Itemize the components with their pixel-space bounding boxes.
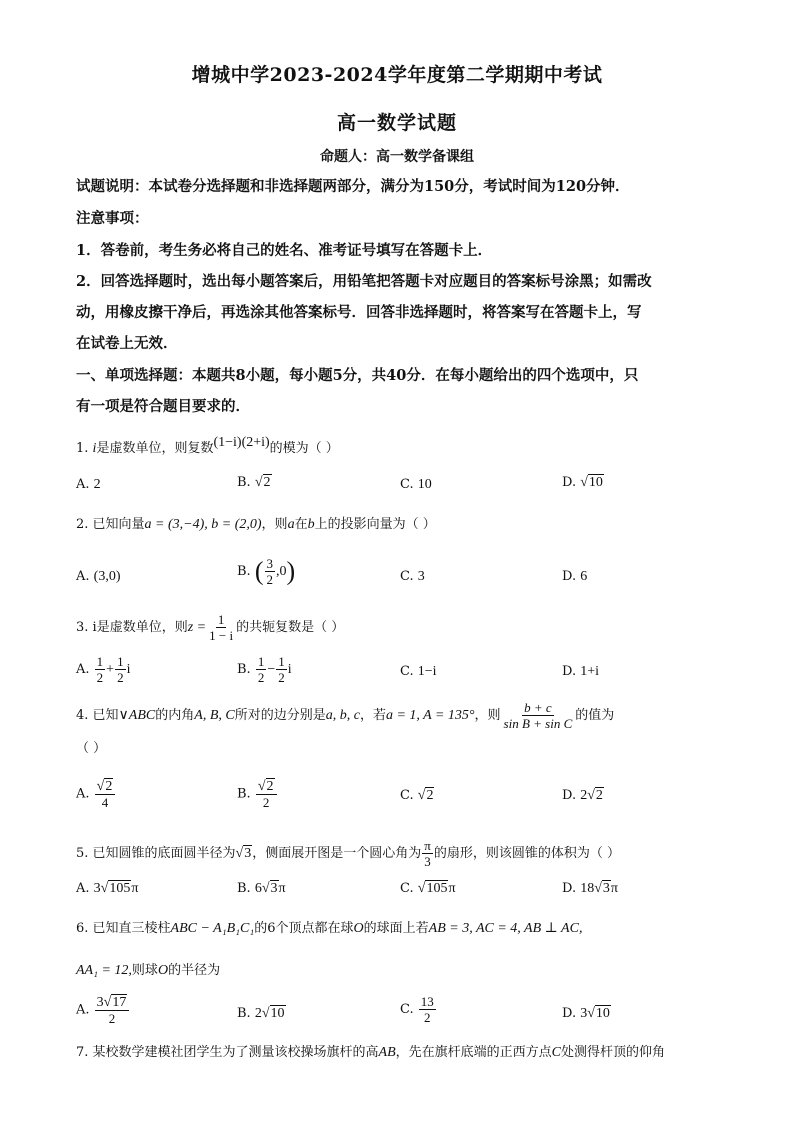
numerator: 1 [117, 654, 124, 669]
q5-prefix: 5. 已知圆锥的底面圆半径为 [76, 846, 236, 861]
q7-prefix: 7. 某校数学建模社团学生为了测量该校操场旗杆的高 [76, 1045, 379, 1060]
radicand: 2 [105, 779, 113, 794]
radicand: 10 [588, 475, 603, 490]
numerator: 1 [278, 654, 285, 669]
question-2 [76, 516, 436, 534]
q5-option-d [562, 880, 618, 898]
imaginary-unit: i [126, 662, 131, 677]
radicand: 3 [270, 881, 278, 896]
denominator: 2 [424, 1010, 431, 1025]
operator: + [106, 662, 115, 677]
q6-option-a [76, 994, 130, 1026]
fraction [95, 994, 130, 1026]
sqrt-value: √2 [587, 788, 603, 803]
q6-text-a: 的6个顶点都在球 [254, 921, 354, 936]
sqrt-value: √10 [580, 475, 603, 490]
q4-condition: a = 1, A = 135° [385, 708, 475, 723]
q6-text-c: 则球 [131, 963, 158, 978]
option-label: A. [76, 569, 94, 584]
q2-expr: a = (3,−4), b = (2,0) [144, 517, 262, 532]
q1-text-a: 是虚数单位，则复数 [96, 441, 214, 456]
option-label: A. [76, 786, 94, 802]
denominator: 2 [108, 1011, 116, 1026]
numerator: 1 [217, 612, 225, 627]
sqrt-value: √2 [254, 475, 271, 490]
fraction [115, 654, 126, 685]
radicand: 3 [602, 881, 610, 896]
option-label: C. [400, 664, 418, 679]
q2-prefix: 2. 已知向量 [76, 517, 145, 532]
numerator: 3 [266, 556, 273, 571]
q4-fraction [502, 700, 575, 731]
fraction [276, 654, 287, 685]
q3-option-a [76, 654, 130, 685]
q4-sides: a, b, c [325, 708, 360, 723]
fraction [256, 778, 277, 810]
q6-option-d [562, 1005, 611, 1023]
option-label: D. [562, 664, 581, 679]
q5-angle-fraction [422, 838, 433, 869]
q2-vector-a: a [287, 517, 295, 532]
q4-option-a [76, 778, 116, 810]
option-value: 10 [417, 477, 432, 492]
radicand: 10 [595, 1006, 610, 1021]
pi: π [448, 881, 456, 896]
denominator: 2 [117, 670, 124, 685]
q6-option-b [237, 1005, 286, 1023]
imaginary-unit: i [287, 662, 292, 677]
sqrt-value: √105 [100, 881, 131, 896]
q6-line2-condition: AA₁ = 12, [76, 963, 132, 978]
fraction [95, 654, 106, 685]
option-value: (3,0) [93, 569, 121, 584]
q2-text-b: 在 [294, 517, 308, 532]
q4-paren: （ ） [76, 741, 107, 756]
numerator: √2 [95, 778, 116, 795]
q1-option-d [562, 474, 604, 492]
fraction [95, 778, 116, 810]
fraction [256, 654, 267, 685]
q1-text-b: 的模为（ ） [269, 441, 339, 456]
q4-option-d [562, 787, 604, 805]
q4-option-b [237, 778, 278, 810]
q2-option-d [562, 568, 587, 586]
option-label: D. [562, 881, 581, 896]
q6-condition: AB = 3, AC = 4, AB ⊥ AC, [428, 921, 583, 936]
q2-text-a: ，则 [261, 517, 288, 532]
paren-close: ) [286, 556, 296, 586]
notice-item-2-line2: 动，用橡皮擦干净后，再选涂其他答案标号．回答非选择题时，将答案写在答题卡上，写 [76, 304, 642, 321]
q6-text-b: 的球面上若 [363, 921, 429, 936]
denominator: 2 [266, 572, 273, 587]
q5-text-b: 的扇形，则该圆锥的体积为（ ） [433, 846, 620, 861]
q6-prism: ABC − A₁B₁C₁ [170, 921, 255, 936]
notice-heading: 注意事项： [76, 210, 149, 227]
q3-text-a: 的共轭复数是（ ） [236, 620, 345, 635]
pi: π [278, 881, 286, 896]
q7-text-b: 处测得杆顶的仰角 [561, 1045, 666, 1060]
exam-title: 增城中学2023-2024学年度第二学期期中考试 [191, 64, 603, 86]
numerator: 1 [257, 654, 265, 669]
section1-heading-line1: 一、单项选择题：本题共8小题，每小题5分，共40分．在每小题给出的四个选项中，只 [76, 367, 639, 384]
fraction [419, 994, 436, 1025]
q3-option-c [400, 663, 437, 681]
option-tail: ,0 [276, 564, 287, 579]
sqrt-value: √10 [261, 1006, 285, 1021]
denominator: 1 − i [209, 628, 234, 643]
option-label: D. [562, 1006, 581, 1021]
q1-expr: (1−i)(2+i) [213, 435, 270, 450]
denominator: sin B + sin C [503, 716, 573, 731]
q3-prefix: 3. i是虚数单位，则 [76, 620, 188, 635]
q4-prefix: 4. 已知 [76, 708, 119, 723]
q5-option-b [237, 880, 286, 898]
q4-text-a: 的内角 [155, 708, 195, 723]
option-label: B. [237, 662, 255, 677]
radicand: 105 [109, 881, 131, 896]
option-label: C. [400, 477, 418, 492]
operator: − [267, 662, 276, 677]
q7-point-c: C [551, 1045, 562, 1060]
q4-text-b: 所对的边分别是 [234, 708, 326, 723]
q1-option-c [400, 476, 432, 494]
question-3 [76, 612, 344, 643]
option-label: C. [400, 788, 418, 803]
numerator: √2 [256, 778, 277, 795]
q4-text-e: 的值为 [575, 708, 615, 723]
option-value: 1+i [580, 664, 600, 679]
radicand: 2 [263, 475, 271, 490]
q5-option-c [400, 880, 456, 898]
q5-option-a [76, 880, 138, 898]
q4-angles: A, B, C [194, 708, 235, 723]
q7-ab: AB [378, 1045, 396, 1060]
q4-text-d: ，则 [474, 708, 501, 723]
option-label: D. [562, 569, 581, 584]
radicand: 10 [270, 1006, 285, 1021]
q1-prefix: 1. [76, 441, 93, 456]
q6-text-d: 的半径为 [168, 963, 221, 978]
denominator: 2 [278, 670, 285, 685]
question-1 [76, 435, 339, 458]
denominator: 4 [101, 795, 109, 810]
numerator: 13 [420, 994, 434, 1009]
q4-triangle: ∨ABC [118, 708, 156, 723]
option-label: C. [400, 569, 418, 584]
coefficient: 6 [254, 881, 262, 896]
denominator: 2 [96, 670, 104, 685]
q3-option-b [237, 654, 292, 685]
denominator: 2 [257, 670, 265, 685]
question-6-line2 [76, 962, 220, 980]
q6-sphere-o: O [353, 921, 364, 936]
q5-text-a: ，侧面展开图是一个圆心角为 [252, 846, 422, 861]
fraction [265, 556, 276, 587]
coefficient: 3 [93, 881, 101, 896]
q6-prefix: 6. 已知直三棱柱 [76, 921, 171, 936]
option-label: B. [237, 1006, 255, 1021]
notice-item-1: 1．答卷前，考生务必将自己的姓名、准考证号填写在答题卡上． [76, 242, 493, 259]
option-value: 3 [417, 569, 425, 584]
q2-vector-b: b [307, 517, 315, 532]
exam-subtitle: 高一数学试题 [336, 112, 457, 134]
paren-open: ( [254, 556, 264, 586]
q5-radius: √3 [235, 846, 252, 861]
q2-text-c: 上的投影向量为（ ） [314, 517, 436, 532]
exam-author: 命题人：高一数学备课组 [320, 149, 474, 165]
q3-fraction [207, 612, 235, 643]
option-label: A. [76, 1002, 94, 1018]
question-7 [76, 1044, 665, 1062]
pi: π [610, 881, 618, 896]
radicand: 105 [426, 881, 448, 896]
pi: π [131, 881, 139, 896]
numerator: 3√17 [95, 994, 130, 1011]
question-6 [76, 920, 582, 938]
option-label: A. [76, 662, 94, 677]
option-label: A. [76, 881, 94, 896]
q1-option-b [237, 474, 272, 492]
coefficient: 2 [580, 788, 588, 803]
q1-i: i [92, 441, 97, 456]
q1-option-a [76, 476, 101, 494]
notice-item-2-line3: 在试卷上无效． [76, 335, 178, 352]
question-5 [76, 838, 620, 869]
option-value: 1−i [417, 664, 437, 679]
radicand: 2 [426, 788, 434, 803]
sqrt-value: √105 [417, 881, 448, 896]
q6-sphere-o2: O [157, 963, 169, 978]
notice-item-2-line1: 2．回答选择题时，选出每小题答案后，用铅笔把答题卡对应题目的答案标号涂黑；如需改 [76, 273, 652, 290]
coefficient: 18 [580, 881, 595, 896]
q4-text-c: ，若 [359, 708, 386, 723]
question-4 [76, 700, 614, 731]
q2-option-a [76, 568, 120, 586]
radicand: 17 [112, 995, 127, 1010]
coefficient: 2 [254, 1006, 262, 1021]
numerator: π [424, 838, 431, 853]
option-label: D. [562, 475, 581, 490]
denominator: 3 [424, 854, 431, 869]
radicand: 2 [595, 788, 603, 803]
exam-note: 试题说明：本试卷分选择题和非选择题两部分，满分为150分，考试时间为120分钟． [76, 178, 630, 195]
sqrt-value: √10 [587, 1006, 610, 1021]
option-label: B. [237, 564, 255, 579]
option-label: B. [237, 475, 255, 490]
radicand: 2 [266, 779, 274, 794]
numerator: 1 [96, 654, 104, 669]
option-label: D. [562, 788, 581, 803]
sqrt-value: √2 [417, 788, 434, 803]
numerator: b + c [524, 700, 552, 715]
q2-option-c [400, 568, 425, 586]
q3-option-d [562, 663, 599, 681]
option-label: B. [237, 881, 255, 896]
option-label: B. [237, 786, 255, 802]
section1-heading-line2: 有一项是符合题目要求的． [76, 398, 250, 415]
option-value: 6 [580, 569, 588, 584]
coefficient: 3 [580, 1006, 588, 1021]
coefficient: 3 [96, 995, 104, 1010]
option-label: A. [76, 477, 94, 492]
option-label: C. [400, 881, 418, 896]
q7-text-a: ，先在旗杆底端的正西方点 [395, 1045, 552, 1060]
q6-option-c [400, 994, 437, 1025]
denominator: 2 [262, 795, 270, 810]
option-label: C. [400, 1002, 418, 1017]
q3-z: z = [187, 620, 207, 635]
radicand: 3 [244, 846, 252, 861]
q2-option-b [237, 556, 295, 587]
q4-option-c [400, 787, 434, 805]
option-value: 2 [93, 477, 101, 492]
sqrt-value: √3 [594, 881, 610, 896]
sqrt-value: √3 [261, 881, 278, 896]
